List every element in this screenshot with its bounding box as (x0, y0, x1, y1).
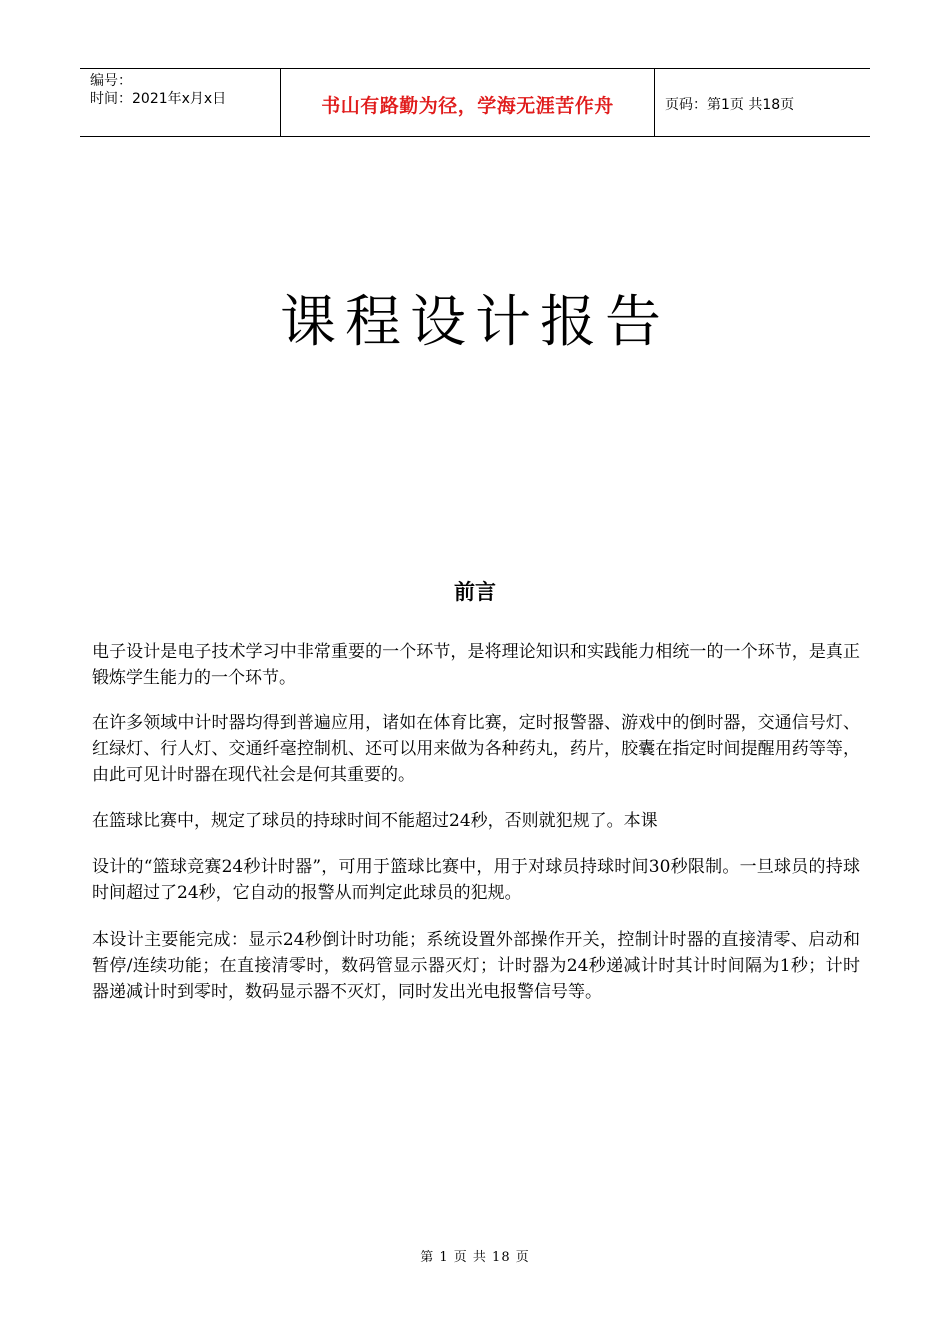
date-line: 时间：2021年x月x日 (90, 91, 227, 107)
page-code: 页码：第1页 共18页 (665, 97, 795, 113)
paragraph: 在篮球比赛中，规定了球员的持球时间不能超过24秒，否则就犯规了。本课 (92, 811, 658, 831)
paragraph: 在许多领域中计时器均得到普遍应用，诸如在体育比赛，定时报警器、游戏中的倒时器，交通信号灯、红绿灯、行人灯、交通纤毫控制机、还可以用来做为各种药丸，药片，胶囊在指定时间提醒用药等等，由此可见计时器在现代社会是何其重要的。 (92, 713, 860, 785)
paragraph: 设计的“篮球竞赛24秒计时器”，可用于篮球比赛中，用于对球员持球时间30秒限制。一旦球员的持球时间超过了24秒，它自动的报警从而判定此球员的犯规。 (92, 857, 860, 903)
page-footer: 第 1 页 共 18 页 (420, 1250, 530, 1265)
header-page-cell (655, 69, 870, 136)
header-motto-cell (281, 69, 655, 136)
motto: 书山有路勤为径，学海无涯苦作舟 (321, 95, 614, 117)
header-table (80, 68, 870, 137)
serial-label: 编号： (90, 73, 132, 89)
header-info-cell (80, 69, 281, 136)
paragraph: 本设计主要能完成：显示24秒倒计时功能；系统设置外部操作开关，控制计时器的直接清零、启动和暂停/连续功能；在直接清零时，数码管显示器灭灯；计时器为24秒递减计时其计时间隔为1秒；计时器递减计时到零时，数码显示器不灭灯，同时发出光电报警信号等。 (92, 930, 860, 1002)
paragraph: 电子设计是电子技术学习中非常重要的一个环节，是将理论知识和实践能力相统一的一个环节，是真正锻炼学生能力的一个环节。 (92, 642, 860, 688)
preface-heading: 前言 (454, 580, 496, 604)
document-title: 课程设计报告 (280, 290, 670, 355)
